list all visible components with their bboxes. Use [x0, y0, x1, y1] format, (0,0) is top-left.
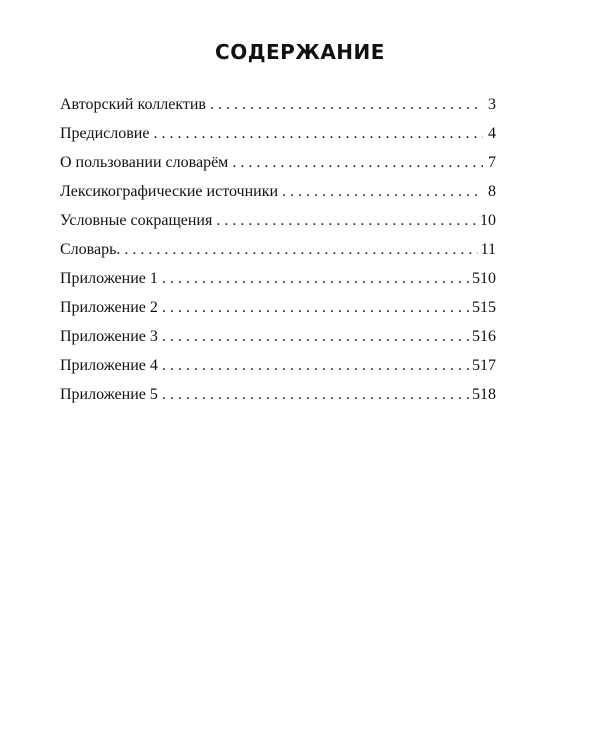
toc-leader-dots: [153, 125, 483, 143]
toc-leader-dots: [162, 270, 469, 288]
toc-entry-label: Приложение 4: [60, 357, 158, 374]
toc-entry-label: Словарь.: [60, 241, 121, 258]
toc-entry: [60, 328, 496, 357]
toc-entry-label: Лексикографические источники: [60, 183, 279, 200]
toc-entry: [60, 125, 496, 154]
toc-entry: [60, 299, 496, 328]
toc-entry: [60, 212, 496, 241]
toc-entry: [60, 386, 496, 415]
toc-entry-label: Условные сокращения: [60, 212, 213, 229]
toc-entry-label: Авторский коллектив: [60, 96, 206, 113]
table-of-contents: [60, 96, 496, 415]
toc-entry-page: 517: [472, 357, 496, 374]
toc-entry-label: Предисловие: [60, 125, 150, 142]
toc-entry: [60, 96, 496, 125]
toc-leader-dots: [282, 183, 483, 201]
toc-entry-page: 7: [488, 154, 496, 171]
toc-entry-page: 3: [488, 96, 496, 113]
toc-entry-label: О пользовании словарём: [60, 154, 229, 171]
toc-entry-label: Приложение 3: [60, 328, 158, 345]
toc-leader-dots: [162, 328, 469, 346]
toc-entry: [60, 357, 496, 386]
toc-leader-dots: [232, 154, 483, 172]
toc-entry-page: 518: [472, 386, 496, 403]
toc-leader-dots: [162, 386, 469, 404]
toc-entry-page: 10: [480, 212, 496, 229]
toc-leader-dots: [216, 212, 477, 230]
toc-leader-dots: [124, 241, 477, 259]
toc-entry: [60, 154, 496, 183]
toc-entry-page: 515: [472, 299, 496, 316]
toc-entry-page: 510: [472, 270, 496, 287]
toc-entry-page: 8: [488, 183, 496, 200]
toc-leader-dots: [162, 299, 469, 317]
toc-entry-page: 4: [488, 125, 496, 142]
toc-entry-page: 516: [472, 328, 496, 345]
page-title: СОДЕРЖАНИЕ: [215, 40, 385, 64]
toc-entry-label: Приложение 1: [60, 270, 158, 287]
toc-entry: [60, 270, 496, 299]
toc-entry: [60, 241, 496, 270]
toc-leader-dots: [210, 96, 483, 114]
toc-entry-page: 11: [480, 241, 496, 258]
toc-leader-dots: [162, 357, 469, 375]
toc-entry-label: Приложение 5: [60, 386, 158, 403]
toc-entry-label: Приложение 2: [60, 299, 158, 316]
toc-entry: [60, 183, 496, 212]
